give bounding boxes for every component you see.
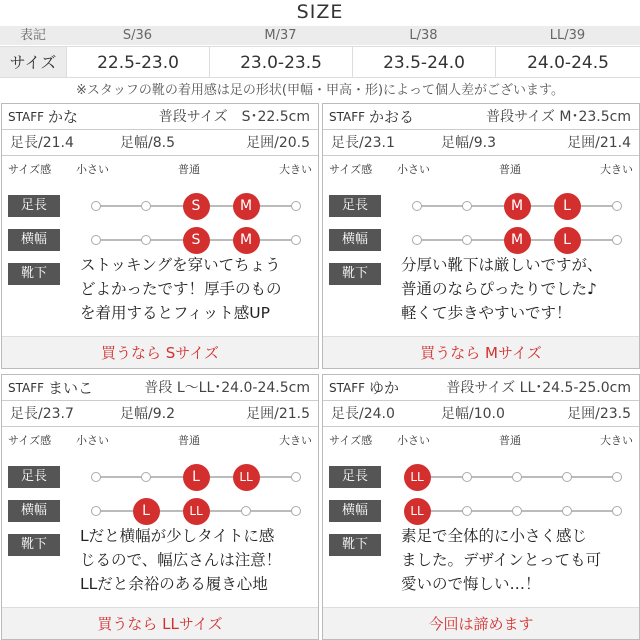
width-tag: 横幅 bbox=[8, 229, 60, 251]
length-scale-dot bbox=[462, 201, 472, 211]
width-scale-dot bbox=[612, 235, 622, 245]
staff-comment bbox=[80, 253, 316, 325]
comment-line: 普通のならぴったりでした♪ bbox=[401, 280, 597, 298]
staff-label: STAFF bbox=[8, 110, 45, 124]
foot-length: 足長/24.0 bbox=[331, 406, 395, 422]
size-feel-label: サイズ感 bbox=[8, 434, 52, 447]
length-size-marker: S bbox=[183, 193, 210, 220]
socks-tag: 靴下 bbox=[8, 263, 60, 285]
comment-line: 素足で全体的に小さく感じ bbox=[401, 527, 588, 545]
foot-length: 足長/23.1 bbox=[331, 135, 395, 151]
comment-line: ストッキングを穿いてちょう bbox=[80, 256, 281, 274]
comment-line: じるので、幅広さんは注意！ bbox=[80, 551, 282, 569]
comment-line: ました。デザインとっても可 bbox=[401, 551, 602, 569]
length-scale-dot bbox=[612, 472, 622, 482]
comment-line: どよかったです！厚手のもの bbox=[80, 280, 282, 298]
scale-large-label: 大きい bbox=[279, 163, 312, 176]
size-table-header bbox=[0, 26, 640, 45]
width-scale-dot bbox=[91, 235, 101, 245]
width-size-marker: L bbox=[554, 227, 581, 254]
staff-name: かな bbox=[48, 108, 79, 126]
comment-line: 軽くて歩きやすいです！ bbox=[401, 304, 572, 322]
scale-small-label: 小さい bbox=[397, 434, 430, 447]
staff-comment bbox=[401, 253, 637, 325]
staff-label: STAFF bbox=[329, 381, 366, 395]
length-scale-dot bbox=[91, 201, 101, 211]
foot-measurements bbox=[323, 401, 639, 427]
scale-large-label: 大きい bbox=[279, 434, 312, 447]
foot-measurements bbox=[2, 401, 318, 427]
scale-large-label: 大きい bbox=[600, 434, 633, 447]
value-l: 23.5-24.0 bbox=[352, 47, 495, 77]
scale-normal-label: 普通 bbox=[499, 434, 521, 447]
width-size-marker: M bbox=[504, 227, 531, 254]
width-scale-dot bbox=[562, 506, 572, 516]
length-scale-dot bbox=[291, 472, 301, 482]
socks-tag: 靴下 bbox=[329, 263, 381, 285]
size-feel-header bbox=[323, 161, 639, 177]
header-m: M/37 bbox=[264, 28, 297, 43]
width-size-marker: S bbox=[183, 227, 210, 254]
length-size-marker: LL bbox=[404, 464, 431, 491]
length-size-marker: M bbox=[504, 193, 531, 220]
staff-header bbox=[2, 104, 318, 130]
staff-label: STAFF bbox=[329, 110, 366, 124]
header-s: S/36 bbox=[122, 28, 153, 43]
header-ll: LL/39 bbox=[549, 28, 586, 43]
length-size-marker: L bbox=[554, 193, 581, 220]
staff-card bbox=[322, 374, 640, 640]
width-scale-dot bbox=[462, 235, 472, 245]
staff-name: まいこ bbox=[48, 379, 94, 397]
header-label: 表記 bbox=[19, 28, 46, 43]
page-title: SIZE bbox=[296, 1, 344, 23]
length-scale bbox=[96, 191, 296, 221]
staff-comment bbox=[80, 524, 316, 596]
length-scale-dot bbox=[141, 201, 151, 211]
width-scale bbox=[417, 225, 617, 255]
length-size-marker: LL bbox=[233, 464, 260, 491]
length-scale bbox=[410, 462, 617, 492]
socks-tag: 靴下 bbox=[8, 534, 60, 556]
scale-normal-label: 普通 bbox=[499, 163, 521, 176]
usual-size: 普段サイズ M･23.5cm bbox=[486, 109, 631, 125]
staff-card bbox=[322, 103, 640, 369]
foot-width: 足幅/8.5 bbox=[120, 135, 175, 151]
size-table-row bbox=[0, 46, 640, 78]
staff-card bbox=[1, 374, 319, 640]
length-scale-dot bbox=[562, 472, 572, 482]
size-feel-header bbox=[2, 432, 318, 448]
staff-header bbox=[323, 375, 639, 401]
foot-girth: 足囲/21.5 bbox=[246, 406, 310, 422]
width-size-marker: LL bbox=[404, 498, 431, 525]
foot-measurements bbox=[323, 130, 639, 156]
buy-recommendation: 買うなら Mサイズ bbox=[323, 336, 639, 368]
width-scale-dot bbox=[291, 506, 301, 516]
staff-comment bbox=[401, 524, 637, 596]
length-tag: 足長 bbox=[329, 466, 381, 488]
staff-header bbox=[2, 375, 318, 401]
value-ll: 24.0-24.5 bbox=[495, 47, 640, 77]
length-scale-dot bbox=[512, 472, 522, 482]
scale-large-label: 大きい bbox=[600, 163, 633, 176]
foot-girth: 足囲/21.4 bbox=[567, 135, 631, 151]
scale-small-label: 小さい bbox=[76, 163, 109, 176]
width-tag: 横幅 bbox=[8, 500, 60, 522]
scale-small-label: 小さい bbox=[397, 163, 430, 176]
width-size-marker: LL bbox=[183, 498, 210, 525]
length-size-marker: M bbox=[233, 193, 260, 220]
length-tag: 足長 bbox=[8, 195, 60, 217]
foot-length: 足長/23.7 bbox=[10, 406, 74, 422]
usual-size: 普段サイズ S･22.5cm bbox=[158, 109, 310, 125]
comment-line: 愛いので悔しい…！ bbox=[401, 575, 541, 593]
staff-name: ゆか bbox=[369, 379, 400, 397]
length-tag: 足長 bbox=[8, 466, 60, 488]
width-scale-dot bbox=[241, 506, 251, 516]
foot-length: 足長/21.4 bbox=[10, 135, 74, 151]
usual-size: 普段サイズ LL･24.5-25.0cm bbox=[446, 380, 631, 396]
width-size-marker: L bbox=[133, 498, 160, 525]
width-scale bbox=[96, 225, 296, 255]
usual-size: 普段 L〜LL･24.0-24.5cm bbox=[144, 380, 310, 396]
foot-girth: 足囲/20.5 bbox=[246, 135, 310, 151]
size-feel-header bbox=[323, 432, 639, 448]
comment-line: Lだと横幅が少しタイトに感 bbox=[80, 527, 275, 545]
width-scale bbox=[96, 496, 296, 526]
width-scale-dot bbox=[512, 506, 522, 516]
foot-width: 足幅/10.0 bbox=[441, 406, 505, 422]
length-scale-dot bbox=[291, 201, 301, 211]
buy-recommendation: 今回は諦めます bbox=[323, 607, 639, 639]
value-m: 23.0-23.5 bbox=[209, 47, 352, 77]
width-scale-dot bbox=[141, 235, 151, 245]
size-feel-header bbox=[2, 161, 318, 177]
buy-recommendation: 買うなら LLサイズ bbox=[2, 607, 318, 639]
scale-normal-label: 普通 bbox=[178, 163, 200, 176]
foot-measurements bbox=[2, 130, 318, 156]
width-scale bbox=[410, 496, 617, 526]
scale-small-label: 小さい bbox=[76, 434, 109, 447]
length-scale bbox=[417, 191, 617, 221]
header-l: L/38 bbox=[409, 28, 438, 43]
staff-header bbox=[323, 104, 639, 130]
size-feel-label: サイズ感 bbox=[8, 163, 52, 176]
row-label: サイズ bbox=[0, 47, 66, 77]
width-scale-dot bbox=[291, 235, 301, 245]
size-feel-label: サイズ感 bbox=[329, 434, 373, 447]
length-scale-dot bbox=[91, 472, 101, 482]
width-scale-dot bbox=[462, 506, 472, 516]
buy-recommendation: 買うなら Sサイズ bbox=[2, 336, 318, 368]
value-s: 22.5-23.0 bbox=[66, 47, 209, 77]
width-scale-dot bbox=[612, 506, 622, 516]
staff-name: かおる bbox=[369, 108, 415, 126]
length-scale-dot bbox=[462, 472, 472, 482]
foot-width: 足幅/9.3 bbox=[441, 135, 496, 151]
foot-girth: 足囲/23.5 bbox=[567, 406, 631, 422]
comment-line: 分厚い靴下は厳しいですが、 bbox=[401, 256, 603, 274]
length-scale-dot bbox=[141, 472, 151, 482]
width-tag: 横幅 bbox=[329, 229, 381, 251]
staff-label: STAFF bbox=[8, 381, 45, 395]
width-scale-dot bbox=[91, 506, 101, 516]
comment-line: を着用するとフィット感UP bbox=[80, 304, 270, 322]
socks-tag: 靴下 bbox=[329, 534, 381, 556]
length-scale bbox=[96, 462, 296, 492]
length-scale-dot bbox=[612, 201, 622, 211]
foot-width: 足幅/9.2 bbox=[120, 406, 175, 422]
staff-card bbox=[1, 103, 319, 369]
length-scale-dot bbox=[412, 201, 422, 211]
length-tag: 足長 bbox=[329, 195, 381, 217]
length-size-marker: L bbox=[183, 464, 210, 491]
width-size-marker: M bbox=[233, 227, 260, 254]
size-feel-label: サイズ感 bbox=[329, 163, 373, 176]
width-tag: 横幅 bbox=[329, 500, 381, 522]
comment-line: LLだと余裕のある履き心地 bbox=[80, 575, 268, 593]
width-scale-dot bbox=[412, 235, 422, 245]
disclaimer-note: ※スタッフの靴の着用感は足の形状(甲幅・甲高・形)によって個人差がございます。 bbox=[76, 83, 564, 98]
scale-normal-label: 普通 bbox=[178, 434, 200, 447]
